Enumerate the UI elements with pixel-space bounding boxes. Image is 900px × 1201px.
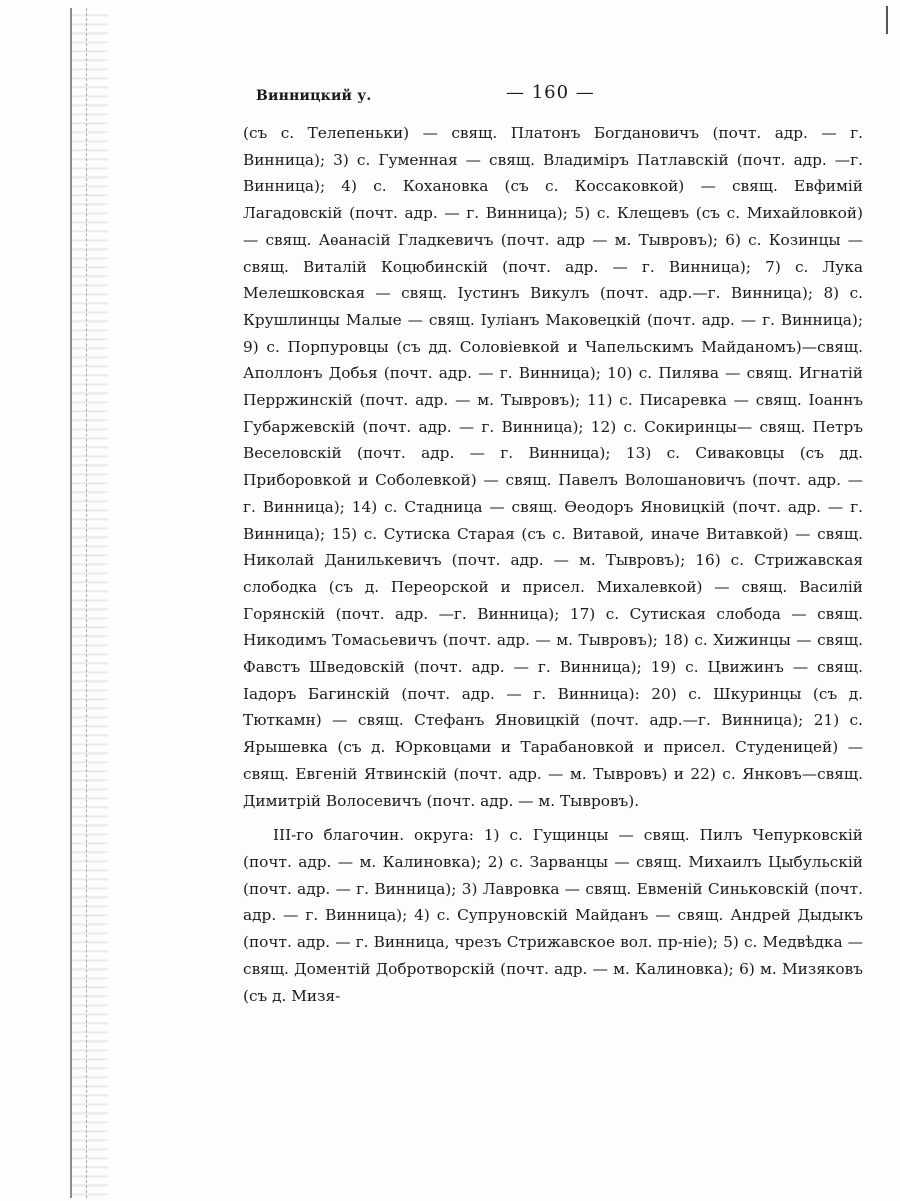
page-number: — 160 — [506,82,595,103]
paragraph-1: (съ с. Телепеньки) — свящ. Платонъ Богдановичъ (почт. адр. — г. Винница); 3) с. Гуменная — свящ. Владиміръ Патлавскій (почт. адр. —г. Винница); 4) с. Кохановка (съ с. Коссаковкой) — свящ. Евфимій Лагадовскій (почт. адр. — г. Винница); 5) с. Клещевъ (съ с. Михайловкой) — свящ. Аѳанасій Гладкевичъ (почт. адр — м. Тывровъ); 6) с. Козинцы — свящ. Виталій Коцюбинскій (почт. адр. — г. Винница); 7) с. Лука Мелешковская — свящ. Іустинъ Викулъ (почт. адр.—г. Винница); 8) с. Крушлинцы Малые — свящ. Іуліанъ Маковецкій (почт. адр. — г. Винница); 9) с. Порпуровцы (съ дд. Соловіевкой и Чапельскимъ Майданомъ)—свящ. Аполлонъ Добья (почт. адр. — г. Винница); 10) с. Пилява — свящ. Игнатій Перржинскій (почт. адр. — м. Тывровъ); 11) с. Писаревка — свящ. Іоаннъ Губаржевскій (почт. адр. — г. Винница); 12) с. Сокиринцы— свящ. Петръ Веселовскій (почт. адр. — г. Винница); 13) с. Сиваковцы (съ дд. Приборовкой и Соболевкой) — свящ. Павелъ Волошановичъ (почт. адр. — г. Винница); 14) с. Стадница — свящ. Ѳеодоръ Яновицкій (почт. адр. — г. Винница); 15) с. Сутиска Старая (съ с. Витавой, иначе Витавкой) — свящ. Николай Данилькевичъ (почт. адр. — м. Тывровъ); 16) с. Стрижавская слободка (съ д. Переорской и присел. Михалевкой) — свящ. Василій Горянскій (почт. адр. —г. Винница); 17) с. Сутиская слобода — свящ. Никодимъ Томасьевичъ (почт. адр. — м. Тывровъ); 18) с. Хижинцы — свящ. Фавстъ Шведовскій (почт. адр. — г. Винница); 19) с. Цвижинъ — свящ. Іадоръ Багинскій (почт. адр. — г. Винница): 20) с. Шкуринцы (съ д. Тюткамн) — свящ. Стефанъ Яновицкій (почт. адр.—г. Винница); 21) с. Ярышевка (съ д. Юрковцами и Тарабановкой и присел. Студеницей) — свящ. Евгеній Ятвинскій (почт. адр. — м. Тывровъ) и 22) с. Янковъ—свящ. Димитрій Волосевичъ (почт. адр. — м. Тывровъ). [243,124,863,810]
binding-edge [70,8,108,1198]
corner-mark [886,6,888,34]
running-head: Винницкий у. [256,88,372,104]
paragraph-2: III-го благочин. округа: 1) с. Гущинцы — свящ. Пилъ Чепурковскій (почт. адр. — м. Калиновка); 2) с. Зарванцы — свящ. Михаилъ Цыбульскій (почт. адр. — г. Винница); 3) Лавровка — свящ. Евменій Синьковскій (почт. адр. — г. Винница); 4) с. Супруновскій Майданъ — свящ. Андрей Дыдыкъ (почт. адр. — г. Винница, чрезъ Стрижавское вол. пр-ніе); 5) с. Медвѣдка — свящ. Доментій Добротворскій (почт. адр. — м. Калиновка); 6) м. Мизяковъ (съ д. Мизя- [243,826,863,1005]
page-header [256,80,856,110]
body-text [243,120,863,1009]
